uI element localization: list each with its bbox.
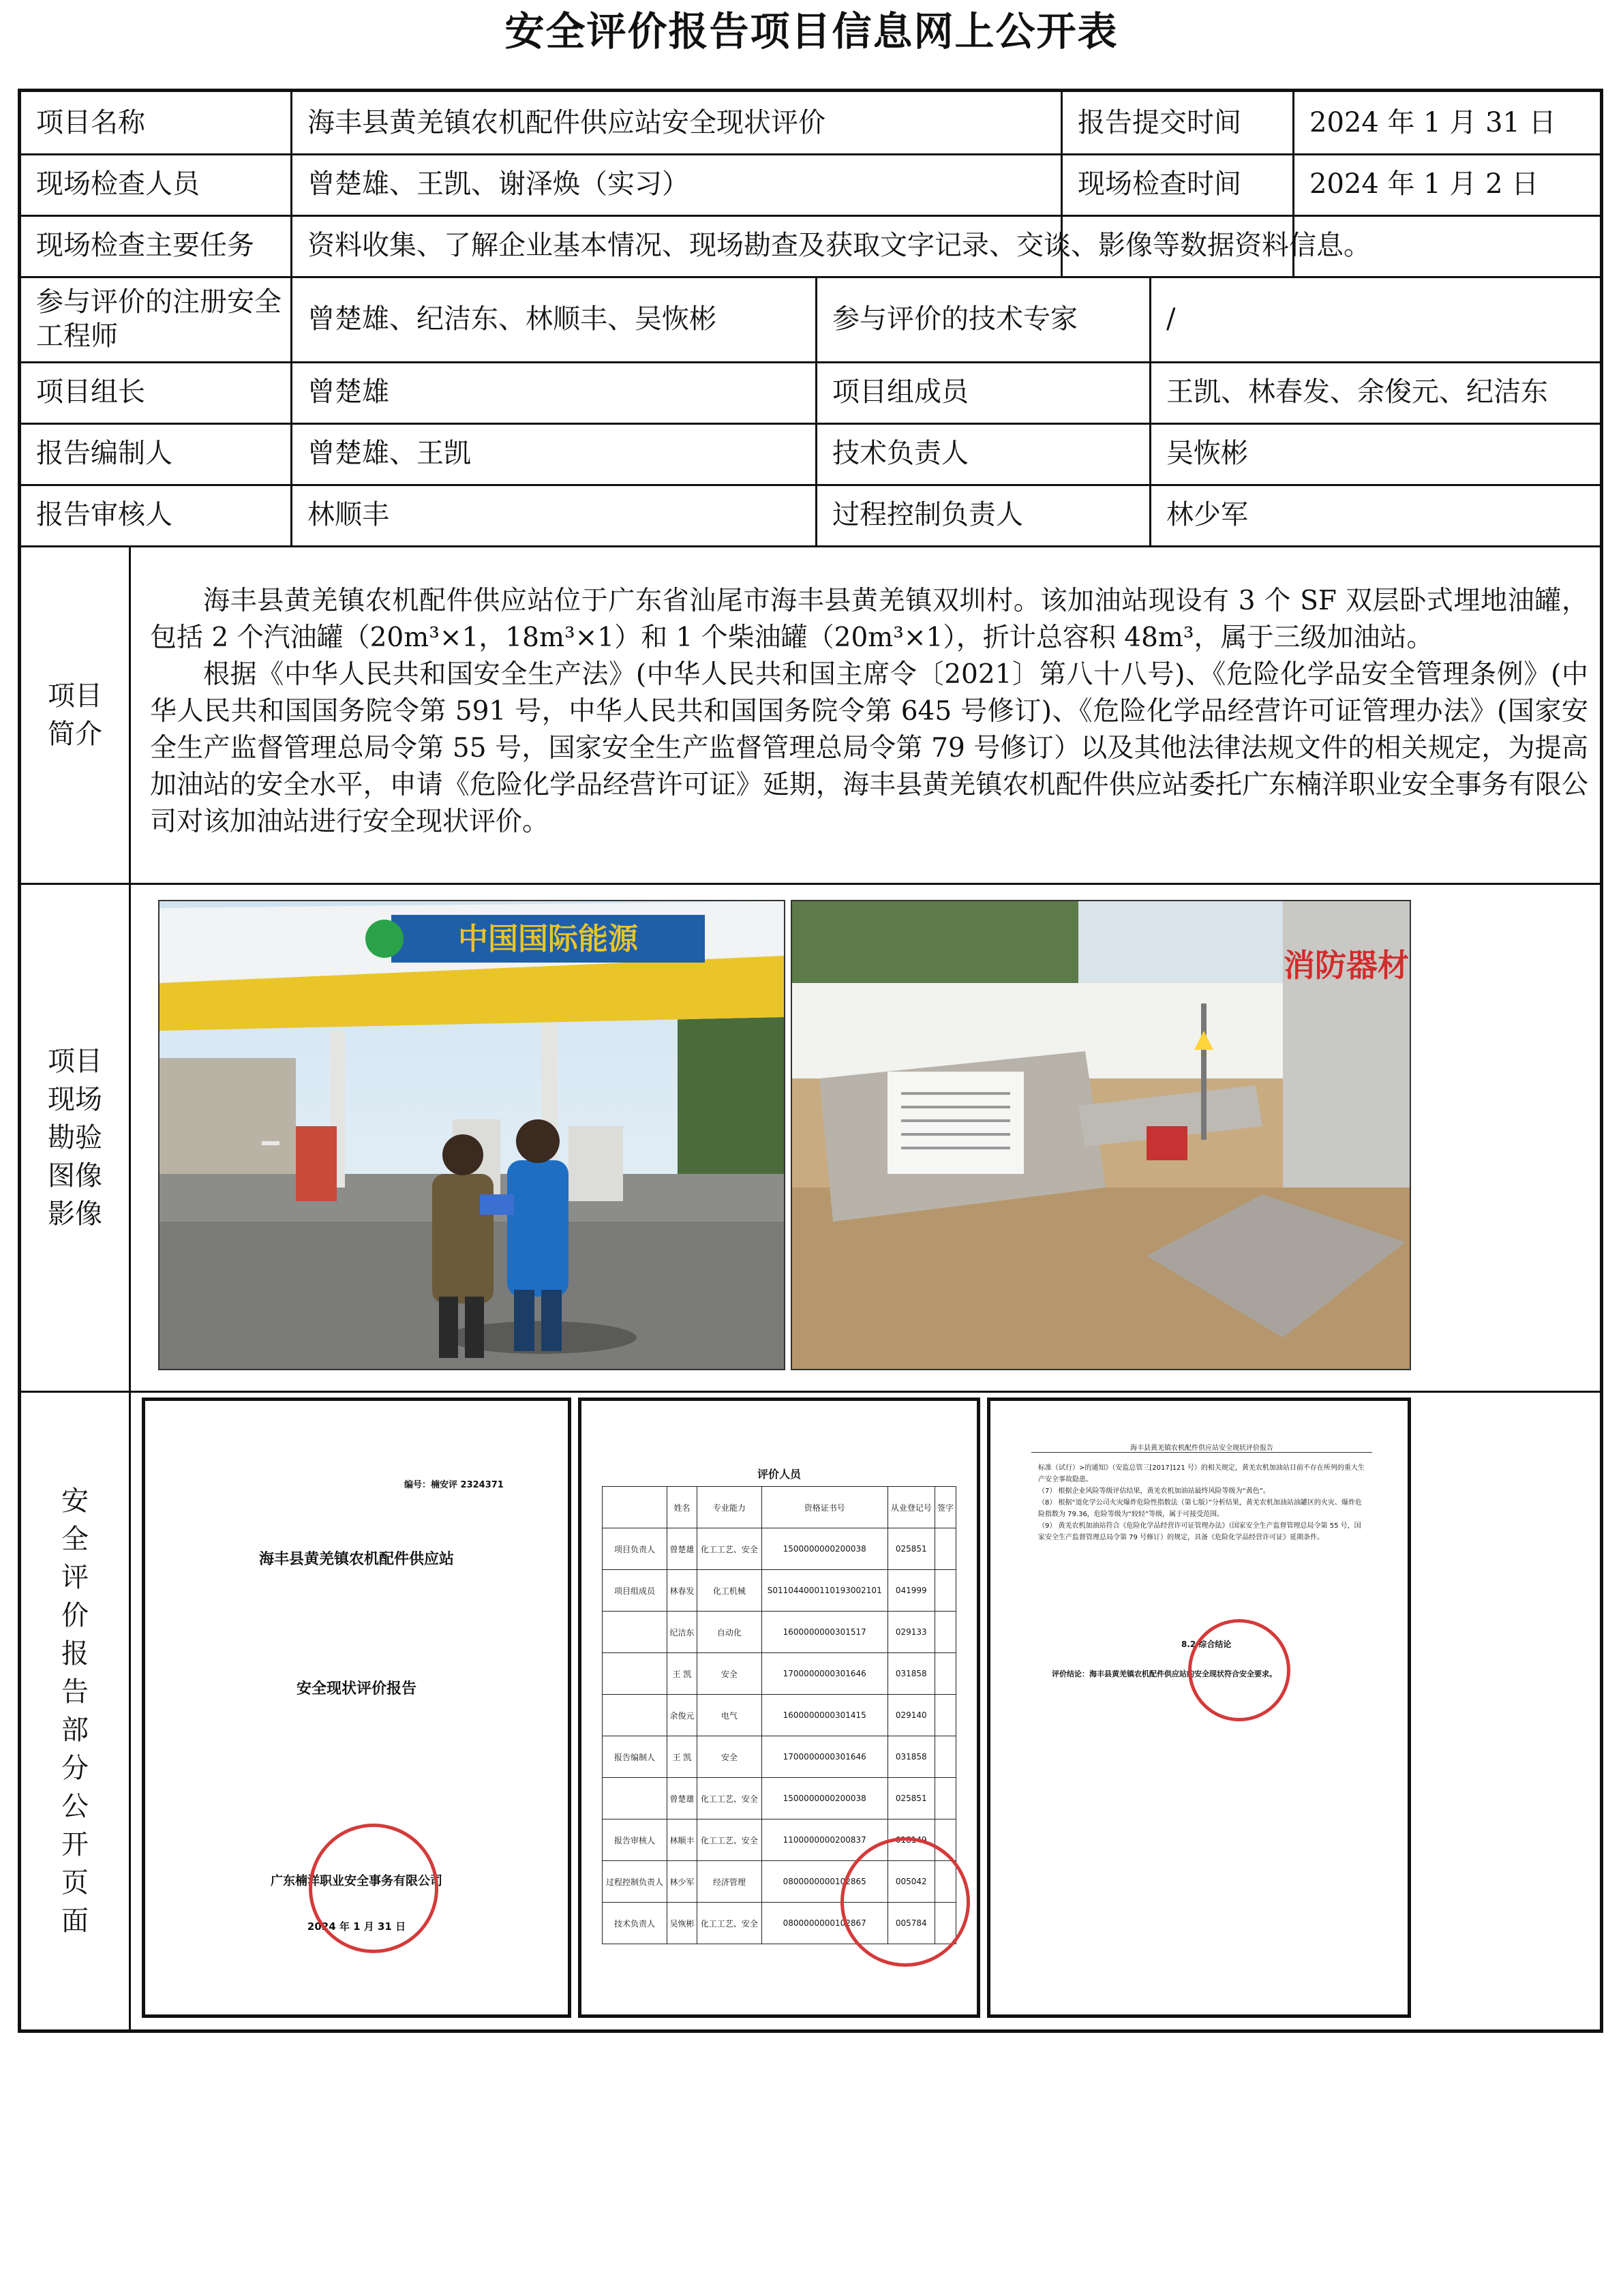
value-leader: 曾楚雄: [307, 376, 389, 408]
value-engineers: 曾楚雄、纪洁东、林顺丰、吴恢彬: [307, 303, 716, 335]
label-reviewer: 报告审核人: [36, 499, 172, 530]
scan-conclusion-page: [987, 1398, 1411, 2018]
conclusion-text: 标准（试行）>的通知》（安监总管三[2017]121 号）的相关规定，黄羌农机加油站目前不存在所列的重大生产安全事故隐患。 （7） 根据企业风险等级评估结果，黄羌农机加油站最终风险等级为“黄色”。 （8） 根据“道化学公司火灾爆炸危险性指数法（第七版）”分析结果，黄羌农机加油站油罐区的火灾、爆炸危险指数为 79.36，危险等级为“较轻”等级，属于可接受范围。 （9） 黄羌农机加油站符合《危险化学品经营许可证管理办法》（国家安全生产监督管理总局令第 55 号，国家安全生产监督管理总局令第 79 号修订）的规定，具备《危险化学品经营许可证》延期条件。: [1038, 1464, 1365, 1541]
cover-date: 2024 年 1 月 31 日: [307, 1920, 406, 1933]
conclusion-section: 8.2 综合结论: [1181, 1640, 1232, 1649]
conclusion-verdict: 评价结论：海丰县黄羌镇农机配件供应站的安全现状符合安全要求。: [1052, 1670, 1277, 1678]
label-members: 项目组成员: [832, 376, 969, 408]
site-photo-station: [158, 900, 785, 1370]
value-tech-lead: 吴恢彬: [1166, 438, 1248, 469]
label-process-lead: 过程控制负责人: [832, 499, 1023, 530]
value-members: 王凯、林春发、余俊元、纪洁东: [1166, 376, 1548, 408]
label-engineers: 参与评价的注册安全工程师: [36, 286, 282, 352]
scan-staff-page: [578, 1398, 980, 2018]
value-compiler: 曾楚雄、王凯: [307, 438, 471, 469]
label-site-photos: 项目现场勘验图像影像: [48, 1046, 102, 1230]
label-main-task: 现场检查主要任务: [36, 230, 254, 261]
label-experts: 参与评价的技术专家: [832, 303, 1078, 335]
cover-company: 海丰县黄羌镇农机配件供应站: [258, 1551, 454, 1568]
label-inspect-time: 现场检查时间: [1078, 168, 1241, 200]
label-intro: 项目简介: [48, 680, 102, 750]
company-seal: [309, 1824, 438, 1953]
value-submit-time: 2024 年 1 月 31 日: [1309, 107, 1556, 138]
conclusion-seal: [1188, 1619, 1290, 1721]
page-title: 安全评价报告项目信息网上公开表: [504, 8, 1119, 55]
scan-cover-page: [142, 1398, 571, 2018]
canopy-sign: 中国国际能源: [458, 922, 638, 956]
label-leader: 项目组长: [36, 376, 145, 408]
label-project-name: 项目名称: [36, 107, 145, 138]
cover-report-title: 安全现状评价报告: [296, 1680, 416, 1697]
label-scans: 安全评价报告部分公开页面: [61, 1485, 89, 1937]
value-inspect-time: 2024 年 1 月 2 日: [1309, 168, 1539, 200]
label-tech-lead: 技术负责人: [832, 438, 969, 469]
intro-paragraph-1: 海丰县黄羌镇农机配件供应站位于广东省汕尾市海丰县黄羌镇双圳村。该加油站现设有 3 个 SF 双层卧式埋地油罐，包括 2 个汽油罐（20m³×1，18m³×1）和 1 个柴油罐（20m³×1），折计总容积 48m³，属于三级加油站。: [150, 586, 1588, 653]
cover-publisher: 广东楠洋职业安全事务有限公司: [271, 1874, 442, 1888]
label-submit-time: 报告提交时间: [1078, 107, 1241, 138]
staff-table: 姓名 专业能力 资格证书号 从业登记号 签字 项目负责人 曾楚雄 化工工艺、安全 1500000000200038 025851 项目组成员 林春发 化工机械 S011044000110193002101 041999 纪洁东 自动化 1600000000301517 029133 王 凯 安全 1700000000301646 031858 余俊元 电气 1600000000301415 029140 报告编制人 王 凯 安全 1700000000301646 031858 曾楚雄 化工工艺、安全 1500000000200038 025851 报告审核人 林顺丰 化工工艺、安全 1100000000200837 018149 过程控制负责人 林少军 经济管理 0800000000102865 005042 技术负责人 吴恢彬 化工工艺、安全 0800000000102867 005784: [602, 1486, 956, 1944]
project-intro: [150, 583, 1588, 841]
cabinet-sign: 消防器材: [1284, 947, 1409, 984]
value-process-lead: 林少军: [1166, 499, 1248, 530]
value-reviewer: 林顺丰: [307, 499, 389, 530]
staff-heading: 评价人员: [757, 1468, 801, 1481]
value-experts: /: [1166, 303, 1176, 335]
staff-seal: [840, 1837, 970, 1967]
value-project-name: 海丰县黄羌镇农机配件供应站安全现状评价: [307, 107, 825, 138]
value-main-task: 资料收集、了解企业基本情况、现场勘查及获取文字记录、交谈、影像等数据资料信息。: [307, 230, 1371, 261]
label-inspectors: 现场检查人员: [36, 168, 200, 200]
value-inspectors: 曾楚雄、王凯、谢泽焕（实习）: [307, 168, 689, 200]
label-compiler: 报告编制人: [36, 438, 172, 469]
conclusion-header: 海丰县黄羌镇农机配件供应站安全现状评价报告: [1031, 1442, 1372, 1453]
cover-code: 编号：楠安评 2324371: [404, 1480, 504, 1490]
site-photo-tank-area: [791, 900, 1411, 1370]
intro-paragraph-2: 根据《中华人民共和国安全生产法》(中华人民共和国主席令〔2021〕第八十八号)、《危险化学品安全管理条例》(中华人民共和国国务院令第 591 号，中华人民共和国国务院令第 645 号修订)、《危险化学品经营许可证管理办法》(国家安全生产监督管理总局令第 55 号，国家安全生产监督管理总局令第 79 号修订）以及其他法律法规文件的相关规定，为提高加油站的安全水平，申请《危险化学品经营许可证》延期，海丰县黄羌镇农机配件供应站委托广东楠洋职业安全事务有限公司对该加油站进行安全现状评价。: [150, 659, 1588, 837]
